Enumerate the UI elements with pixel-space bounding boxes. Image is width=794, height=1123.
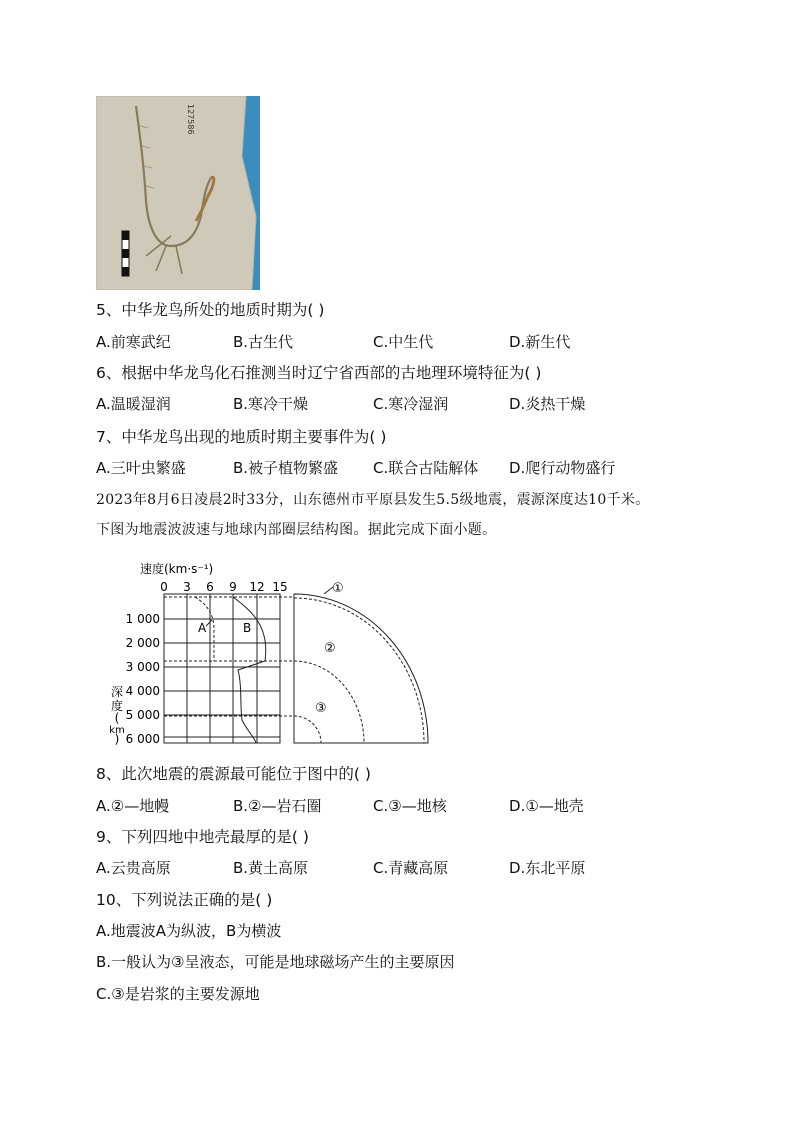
question-10-stem: 10、下列说法正确的是( ) (96, 891, 273, 909)
q9-option-a[interactable]: A.云贵高原 (96, 859, 171, 877)
speed-tick-6: 6 (206, 580, 214, 594)
wave-a-label: A (198, 621, 207, 635)
layer-label-2: ② (324, 641, 336, 656)
q9-option-c[interactable]: C.青藏高原 (373, 859, 449, 877)
seismic-wave-diagram (100, 560, 450, 752)
wave-b-label: B (243, 621, 252, 635)
speed-tick-0: 0 (160, 580, 168, 594)
q6-option-a[interactable]: A.温暖湿润 (96, 395, 171, 413)
layer-label-1: ① (332, 581, 344, 596)
speed-tick-3: 3 (183, 580, 191, 594)
q6-option-b[interactable]: B.寒冷干燥 (233, 395, 309, 413)
depth-label-4: km (109, 725, 125, 736)
q10-option-b[interactable]: B.一般认为③呈液态，可能是地球磁场产生的主要原因 (96, 953, 455, 971)
question-7-stem: 7、中华龙鸟出现的地质时期主要事件为( ) (96, 428, 387, 446)
question-6-stem: 6、根据中华龙鸟化石推测当时辽宁省西部的古地理环境特征为( ) (96, 364, 542, 382)
chart-grid (164, 594, 280, 743)
q7-option-a[interactable]: A.三叶虫繁盛 (96, 459, 186, 477)
q7-option-c[interactable]: C.联合古陆解体 (373, 459, 479, 477)
question-9-stem: 9、下列四地中地壳最厚的是( ) (96, 828, 309, 846)
q10-option-c[interactable]: C.③是岩浆的主要发源地 (96, 985, 260, 1003)
depth-label-3: ( (114, 711, 120, 725)
q9-option-d[interactable]: D.东北平原 (509, 859, 586, 877)
scale-bar (122, 231, 129, 276)
depth-tick-2000: 2 000 (125, 636, 160, 650)
earth-section (294, 594, 428, 743)
speed-tick-9: 9 (229, 580, 237, 594)
q5-option-b[interactable]: B.古生代 (233, 333, 294, 351)
passage-line-1: 2023年8月6日凌晨2时33分，山东德州市平原县发生5.5级地震，震源深度达10千米。 (96, 492, 650, 508)
depth-label-5: ) (114, 732, 120, 746)
q6-option-c[interactable]: C.寒冷湿润 (373, 395, 449, 413)
q6-option-d[interactable]: D.炎热干燥 (509, 395, 586, 413)
q8-option-b[interactable]: B.②—岩石圈 (233, 797, 322, 815)
q7-option-b[interactable]: B.被子植物繁盛 (233, 459, 339, 477)
speed-tick-15: 15 (272, 580, 288, 594)
q8-option-a[interactable]: A.②—地幔 (96, 797, 170, 815)
q9-option-b[interactable]: B.黄土高原 (233, 859, 309, 877)
layer-boundaries (164, 597, 292, 716)
depth-label-2: 度 (110, 699, 124, 713)
question-5-stem: 5、中华龙鸟所处的地质时期为( ) (96, 301, 325, 319)
layer-label-3: ③ (315, 701, 327, 716)
fossil-photo (96, 96, 260, 290)
depth-tick-5000: 5 000 (125, 708, 160, 722)
specimen-code: 127586 (186, 104, 195, 135)
q8-option-c[interactable]: C.③—地核 (373, 797, 447, 815)
speed-axis-label: 速度(km·s⁻¹) (140, 562, 214, 576)
q8-option-d[interactable]: D.①—地壳 (509, 797, 584, 815)
question-8-stem: 8、此次地震的震源最可能位于图中的( ) (96, 765, 371, 783)
q5-option-d[interactable]: D.新生代 (509, 333, 571, 351)
q5-option-a[interactable]: A.前寒武纪 (96, 333, 171, 351)
depth-tick-6000: 6 000 (125, 732, 160, 746)
depth-tick-3000: 3 000 (125, 660, 160, 674)
passage-line-2: 下图为地震波波速与地球内部圈层结构图。据此完成下面小题。 (96, 522, 497, 538)
depth-tick-1000: 1 000 (125, 612, 160, 626)
depth-label-1: 深 (110, 685, 124, 699)
q7-option-d[interactable]: D.爬行动物盛行 (509, 459, 616, 477)
speed-tick-12: 12 (249, 580, 265, 594)
q10-option-a[interactable]: A.地震波A为纵波，B为横波 (96, 922, 282, 940)
q5-option-c[interactable]: C.中生代 (373, 333, 434, 351)
depth-tick-4000: 4 000 (125, 684, 160, 698)
